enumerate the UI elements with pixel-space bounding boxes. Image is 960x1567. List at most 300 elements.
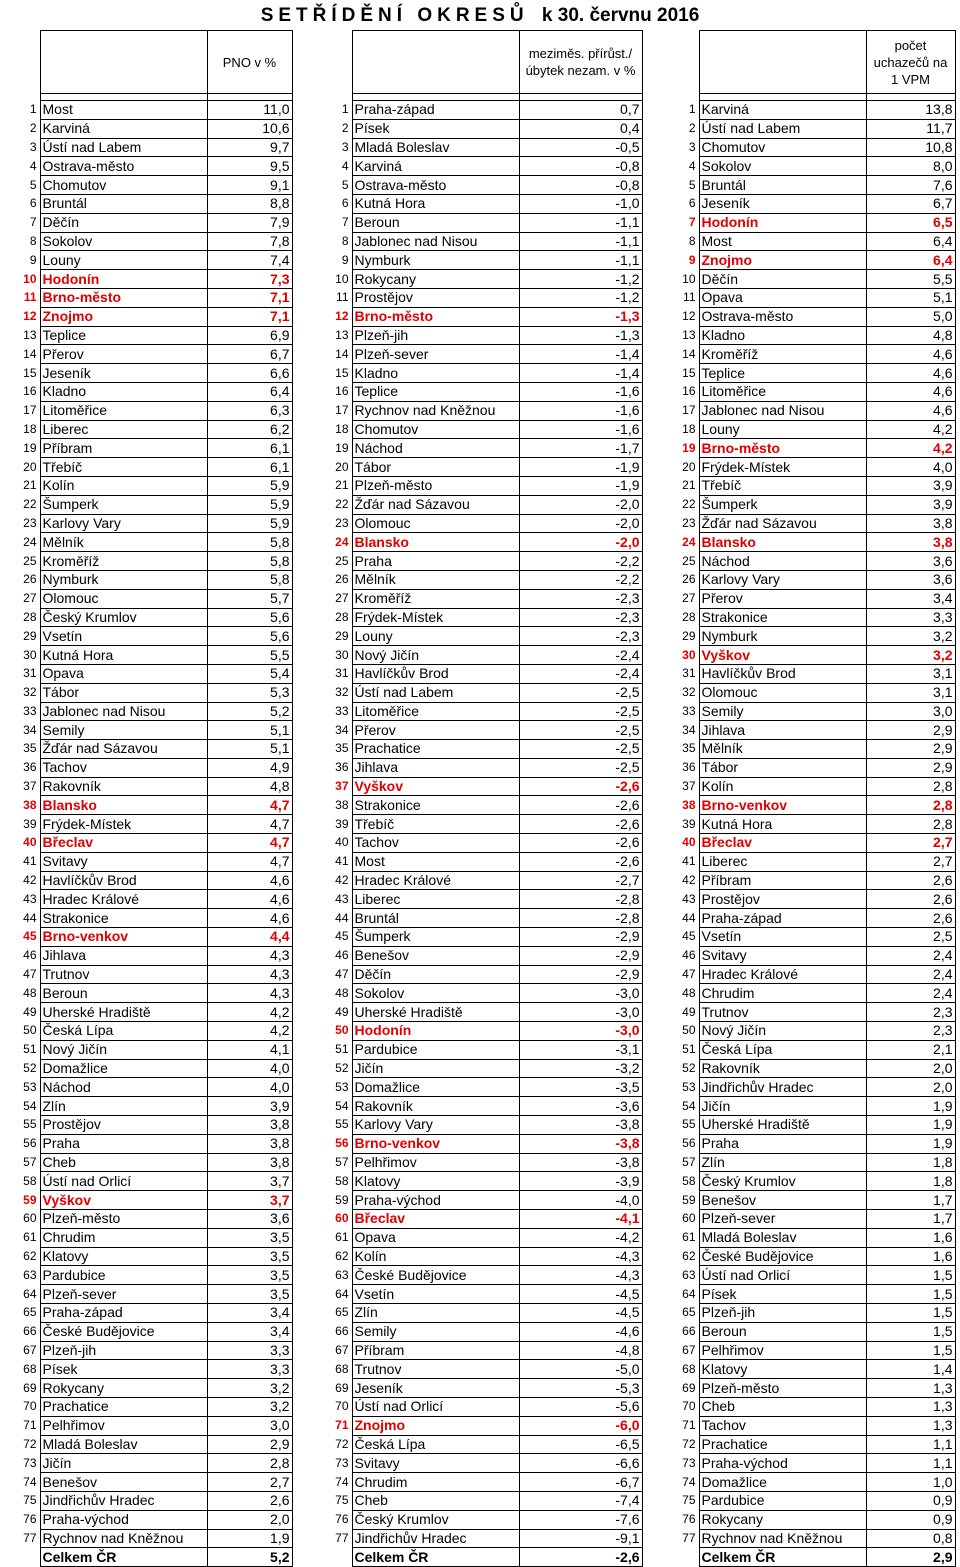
district-value: -2,5	[519, 702, 642, 721]
table-row	[679, 1247, 955, 1266]
table-row	[332, 1059, 642, 1078]
district-value: 4,0	[866, 458, 955, 477]
district-value: 4,0	[207, 1078, 292, 1097]
district-name: Kolín	[699, 777, 866, 796]
table-row	[679, 476, 955, 495]
district-value: 6,2	[207, 420, 292, 439]
table-row	[20, 909, 292, 928]
table-row	[20, 345, 292, 364]
district-value: 4,6	[207, 909, 292, 928]
total-row	[20, 1548, 292, 1567]
rank-number: 47	[335, 967, 349, 982]
rank-number: 75	[682, 1493, 696, 1508]
rank-number: 1	[341, 102, 349, 117]
district-value: -6,6	[519, 1454, 642, 1473]
district-name: Plzeň-sever	[699, 1210, 866, 1229]
rank-number: 71	[335, 1418, 349, 1433]
table-row	[679, 664, 955, 683]
rank-number: 70	[682, 1399, 696, 1414]
district-name: Semily	[699, 702, 866, 721]
district-value: 3,8	[207, 1153, 292, 1172]
table-row	[20, 834, 292, 853]
district-name: Ostrava-město	[699, 307, 866, 326]
rank-number: 1	[688, 102, 696, 117]
district-value: -2,5	[519, 683, 642, 702]
rank-number: 13	[682, 327, 696, 342]
rank-number: 21	[682, 478, 696, 493]
rank-number: 65	[23, 1305, 37, 1320]
district-value: 7,3	[207, 270, 292, 289]
rank-number: 33	[23, 703, 37, 718]
district-value: 13,8	[866, 101, 955, 120]
district-name: Olomouc	[352, 514, 519, 533]
rank-number: 57	[335, 1155, 349, 1170]
rank-number: 20	[335, 459, 349, 474]
district-value: -4,3	[519, 1266, 642, 1285]
district-name: Karlovy Vary	[352, 1116, 519, 1135]
district-name: Nymburk	[352, 251, 519, 270]
table-row	[20, 1491, 292, 1510]
rank-number: 41	[335, 854, 349, 869]
rank-number: 25	[682, 553, 696, 568]
rank-number: 46	[682, 948, 696, 963]
rank-number: 31	[23, 666, 37, 681]
district-value: 2,6	[866, 871, 955, 890]
table-row	[679, 702, 955, 721]
district-value: 4,7	[207, 834, 292, 853]
table-row	[679, 871, 955, 890]
district-value: -3,1	[519, 1040, 642, 1059]
district-value: -2,0	[519, 514, 642, 533]
separator-cell	[207, 94, 292, 101]
district-name: Zlín	[40, 1097, 207, 1116]
table-row	[332, 533, 642, 552]
table-row	[20, 514, 292, 533]
district-value: -2,2	[519, 570, 642, 589]
table-row	[20, 946, 292, 965]
district-name: Náchod	[699, 552, 866, 571]
district-value: -4,6	[519, 1322, 642, 1341]
district-name: Břeclav	[40, 834, 207, 853]
district-name: Mladá Boleslav	[352, 138, 519, 157]
district-name: Plzeň-jih	[40, 1341, 207, 1360]
district-name: Ústí nad Labem	[40, 138, 207, 157]
district-name: Vyškov	[699, 646, 866, 665]
table-row	[20, 1341, 292, 1360]
table-row	[20, 1003, 292, 1022]
table-row	[20, 1510, 292, 1529]
district-value: 3,7	[207, 1172, 292, 1191]
table-row	[332, 514, 642, 533]
table-row	[332, 119, 642, 138]
district-name: Karlovy Vary	[699, 570, 866, 589]
district-name: Most	[352, 852, 519, 871]
table-row	[679, 1022, 955, 1041]
district-value: 3,5	[207, 1266, 292, 1285]
rank-number: 74	[335, 1474, 349, 1489]
rank-number: 2	[341, 121, 349, 136]
district-value: 9,7	[207, 138, 292, 157]
rank-number: 46	[335, 948, 349, 963]
district-name: Rychnov nad Kněžnou	[699, 1529, 866, 1548]
district-value: 3,9	[866, 476, 955, 495]
district-name: Sokolov	[40, 232, 207, 251]
rank-number: 18	[682, 421, 696, 436]
district-name: Náchod	[40, 1078, 207, 1097]
total-rank-cell	[679, 1548, 699, 1567]
district-name: Znojmo	[40, 307, 207, 326]
table-row	[20, 476, 292, 495]
district-name: Kutná Hora	[40, 646, 207, 665]
table-row	[679, 1491, 955, 1510]
table-row	[679, 119, 955, 138]
district-name: Kladno	[699, 326, 866, 345]
rank-number: 37	[682, 779, 696, 794]
district-value: -1,3	[519, 307, 642, 326]
rank-number: 72	[682, 1436, 696, 1451]
district-name: Tachov	[352, 834, 519, 853]
table-row	[332, 796, 642, 815]
district-name: Jičín	[699, 1097, 866, 1116]
district-value: -2,0	[519, 495, 642, 514]
district-name: Mladá Boleslav	[40, 1435, 207, 1454]
district-name: Kladno	[40, 382, 207, 401]
district-value: 2,6	[866, 909, 955, 928]
table-row	[332, 664, 642, 683]
district-name: Semily	[352, 1322, 519, 1341]
table-row	[20, 1473, 292, 1492]
district-name: Český Krumlov	[40, 608, 207, 627]
rank-number: 29	[23, 628, 37, 643]
district-value: 4,2	[207, 1003, 292, 1022]
district-value: -4,5	[519, 1285, 642, 1304]
rank-number: 35	[23, 741, 37, 756]
district-name: Šumperk	[40, 495, 207, 514]
district-value: 5,5	[866, 270, 955, 289]
district-name: Frýdek-Místek	[699, 458, 866, 477]
district-name: Mělník	[699, 740, 866, 759]
district-name: Mělník	[352, 570, 519, 589]
table-row	[20, 777, 292, 796]
district-name: Plzeň-sever	[40, 1285, 207, 1304]
table-row	[20, 1040, 292, 1059]
rank-number: 71	[23, 1418, 37, 1433]
district-value: 3,7	[207, 1191, 292, 1210]
district-name: Teplice	[40, 326, 207, 345]
district-value: 3,5	[207, 1247, 292, 1266]
district-name: Klatovy	[40, 1247, 207, 1266]
district-value: 3,6	[866, 552, 955, 571]
district-name: Tachov	[40, 758, 207, 777]
district-name: Louny	[699, 420, 866, 439]
district-value: -4,0	[519, 1191, 642, 1210]
rank-number: 59	[335, 1192, 349, 1207]
district-name: Rokycany	[40, 1379, 207, 1398]
rank-number: 50	[682, 1023, 696, 1038]
district-value: 4,0	[207, 1059, 292, 1078]
district-value: 1,3	[866, 1397, 955, 1416]
table-row	[332, 1040, 642, 1059]
table-row	[332, 1304, 642, 1323]
table-row	[20, 176, 292, 195]
district-value: -3,2	[519, 1059, 642, 1078]
total-label: Celkem ČR	[40, 1548, 207, 1567]
rank-number: 3	[341, 139, 349, 154]
district-value: 3,3	[207, 1341, 292, 1360]
rank-number: 36	[23, 760, 37, 775]
rank-number: 69	[23, 1380, 37, 1395]
rank-number: 10	[335, 271, 349, 286]
rank-number: 45	[335, 929, 349, 944]
district-name: Tábor	[699, 758, 866, 777]
table-row	[679, 514, 955, 533]
header-name-cell	[352, 31, 519, 94]
table-row	[332, 101, 642, 120]
district-value: 2,8	[866, 815, 955, 834]
district-value: 5,9	[207, 514, 292, 533]
rank-number: 50	[335, 1023, 349, 1038]
district-name: Plzeň-jih	[699, 1304, 866, 1323]
district-value: -9,1	[519, 1529, 642, 1548]
page-title	[0, 4, 960, 28]
district-name: Česká Lípa	[352, 1435, 519, 1454]
table-row	[679, 1341, 955, 1360]
rank-number: 48	[23, 985, 37, 1000]
rank-number: 60	[682, 1211, 696, 1226]
rank-number: 67	[335, 1342, 349, 1357]
district-value: 5,4	[207, 664, 292, 683]
total-row	[332, 1548, 642, 1567]
rank-number: 62	[23, 1249, 37, 1263]
table-row	[679, 834, 955, 853]
district-value: -1,1	[519, 232, 642, 251]
district-name: Frýdek-Místek	[352, 608, 519, 627]
district-value: 2,4	[866, 984, 955, 1003]
rank-number: 66	[23, 1324, 37, 1339]
table-row	[679, 608, 955, 627]
table-row	[332, 1191, 642, 1210]
district-name: Praha-východ	[352, 1191, 519, 1210]
rank-number: 56	[682, 1136, 696, 1151]
district-name: Přerov	[352, 721, 519, 740]
total-label: Celkem ČR	[699, 1548, 866, 1567]
header-name-cell	[699, 31, 866, 94]
table-row	[679, 965, 955, 984]
district-name: Rokycany	[352, 270, 519, 289]
district-name: Teplice	[699, 364, 866, 383]
district-name: Svitavy	[352, 1454, 519, 1473]
rank-number: 6	[29, 196, 37, 211]
district-name: Olomouc	[40, 589, 207, 608]
district-value: 7,1	[207, 288, 292, 307]
table-row	[332, 1379, 642, 1398]
district-value: -7,6	[519, 1510, 642, 1529]
district-value: 4,3	[207, 946, 292, 965]
district-name: Kutná Hora	[352, 194, 519, 213]
table-row	[679, 1116, 955, 1135]
rank-number: 19	[682, 440, 696, 455]
district-value: 4,6	[207, 890, 292, 909]
rank-number: 52	[682, 1061, 696, 1076]
total-label: Celkem ČR	[352, 1548, 519, 1567]
district-value: 11,0	[207, 101, 292, 120]
district-value: -2,3	[519, 608, 642, 627]
rank-number: 62	[335, 1249, 349, 1263]
district-name: Vsetín	[352, 1285, 519, 1304]
district-value: 3,2	[207, 1397, 292, 1416]
district-name: Liberec	[699, 852, 866, 871]
table-row	[679, 345, 955, 364]
district-name: Ostrava-město	[352, 176, 519, 195]
table-row	[20, 307, 292, 326]
district-value: 6,3	[207, 401, 292, 420]
column-header: PNO v %	[207, 31, 292, 94]
table-row	[679, 439, 955, 458]
rank-number: 4	[29, 158, 37, 173]
district-name: Praha-východ	[699, 1454, 866, 1473]
rank-number: 49	[335, 1004, 349, 1019]
district-value: -1,6	[519, 420, 642, 439]
district-value: -0,8	[519, 157, 642, 176]
district-value: 5,9	[207, 476, 292, 495]
district-value: 6,4	[207, 382, 292, 401]
rank-number: 66	[682, 1324, 696, 1339]
rank-number: 7	[29, 215, 37, 230]
district-value: 4,8	[207, 777, 292, 796]
district-name: Louny	[40, 251, 207, 270]
district-value: -4,3	[519, 1247, 642, 1266]
rank-number: 57	[682, 1155, 696, 1170]
district-name: Cheb	[699, 1397, 866, 1416]
district-value: 1,6	[866, 1247, 955, 1266]
rank-number: 53	[335, 1079, 349, 1094]
rank-number: 22	[335, 497, 349, 512]
district-name: Hodonín	[352, 1022, 519, 1041]
table-row	[679, 890, 955, 909]
rank-number: 32	[682, 685, 696, 700]
district-name: Rokycany	[699, 1510, 866, 1529]
rank-number: 64	[23, 1286, 37, 1301]
district-value: -2,7	[519, 871, 642, 890]
district-name: Karviná	[699, 101, 866, 120]
district-value: -2,5	[519, 721, 642, 740]
table-row	[679, 1435, 955, 1454]
district-value: -2,4	[519, 646, 642, 665]
table-row	[679, 1285, 955, 1304]
rank-number: 68	[682, 1361, 696, 1376]
table-row	[20, 683, 292, 702]
district-name: Náchod	[352, 439, 519, 458]
rank-number: 70	[335, 1399, 349, 1414]
table-row	[679, 909, 955, 928]
table-row	[20, 420, 292, 439]
table-row	[332, 270, 642, 289]
district-name: Kutná Hora	[699, 815, 866, 834]
district-value: 5,1	[207, 740, 292, 759]
rank-number: 21	[23, 478, 37, 493]
rank-number: 63	[682, 1267, 696, 1282]
rank-number: 59	[682, 1192, 696, 1207]
district-value: 3,5	[207, 1285, 292, 1304]
rank-number: 15	[682, 365, 696, 380]
district-name: Klatovy	[352, 1172, 519, 1191]
district-name: Jindřichův Hradec	[699, 1078, 866, 1097]
rank-number: 52	[23, 1061, 37, 1076]
district-value: -1,7	[519, 439, 642, 458]
table-row	[332, 946, 642, 965]
table-row	[20, 1191, 292, 1210]
district-value: 1,5	[866, 1322, 955, 1341]
rank-number: 42	[335, 873, 349, 888]
header-rank-cell	[20, 31, 40, 94]
rank-number: 20	[682, 459, 696, 474]
district-value: 6,7	[866, 194, 955, 213]
district-value: 2,3	[866, 1022, 955, 1041]
district-name: Zlín	[352, 1304, 519, 1323]
rank-number: 33	[682, 703, 696, 718]
district-value: 5,8	[207, 533, 292, 552]
table-row	[20, 965, 292, 984]
table-row	[20, 740, 292, 759]
header-row	[679, 31, 955, 94]
district-value: 1,9	[207, 1529, 292, 1548]
table-row	[679, 1191, 955, 1210]
table-row	[20, 721, 292, 740]
district-name: Louny	[352, 627, 519, 646]
district-value: 4,2	[207, 1022, 292, 1041]
district-name: Pelhřimov	[352, 1153, 519, 1172]
district-value: -1,9	[519, 458, 642, 477]
rank-number: 29	[335, 628, 349, 643]
table-row	[679, 251, 955, 270]
district-name: Plzeň-město	[40, 1210, 207, 1229]
rank-number: 48	[682, 985, 696, 1000]
district-name: Prostějov	[40, 1116, 207, 1135]
district-name: Uherské Hradiště	[40, 1003, 207, 1022]
table-row	[332, 871, 642, 890]
table-row	[679, 101, 955, 120]
table-row	[332, 1454, 642, 1473]
district-name: Jičín	[40, 1454, 207, 1473]
table-row	[332, 1153, 642, 1172]
district-name: Pelhřimov	[699, 1341, 866, 1360]
rank-number: 5	[29, 177, 37, 192]
district-name: Příbram	[40, 439, 207, 458]
district-name: Karviná	[40, 119, 207, 138]
rank-number: 31	[335, 666, 349, 681]
district-value: 2,8	[866, 796, 955, 815]
district-name: Rakovník	[40, 777, 207, 796]
rank-number: 72	[335, 1436, 349, 1451]
table-row	[332, 232, 642, 251]
district-value: 5,1	[866, 288, 955, 307]
rank-number: 67	[23, 1342, 37, 1357]
district-name: Praha-západ	[699, 909, 866, 928]
rank-number: 51	[335, 1042, 349, 1057]
rank-number: 50	[23, 1023, 37, 1038]
rank-number: 23	[23, 515, 37, 530]
district-value: 8,8	[207, 194, 292, 213]
district-value: -3,0	[519, 1022, 642, 1041]
district-value: 11,7	[866, 119, 955, 138]
rank-number: 19	[335, 440, 349, 455]
table-row	[679, 176, 955, 195]
table-row	[20, 627, 292, 646]
rank-number: 34	[335, 722, 349, 737]
district-value: 7,6	[866, 176, 955, 195]
header-separator	[332, 94, 642, 101]
rank-number: 34	[23, 722, 37, 737]
